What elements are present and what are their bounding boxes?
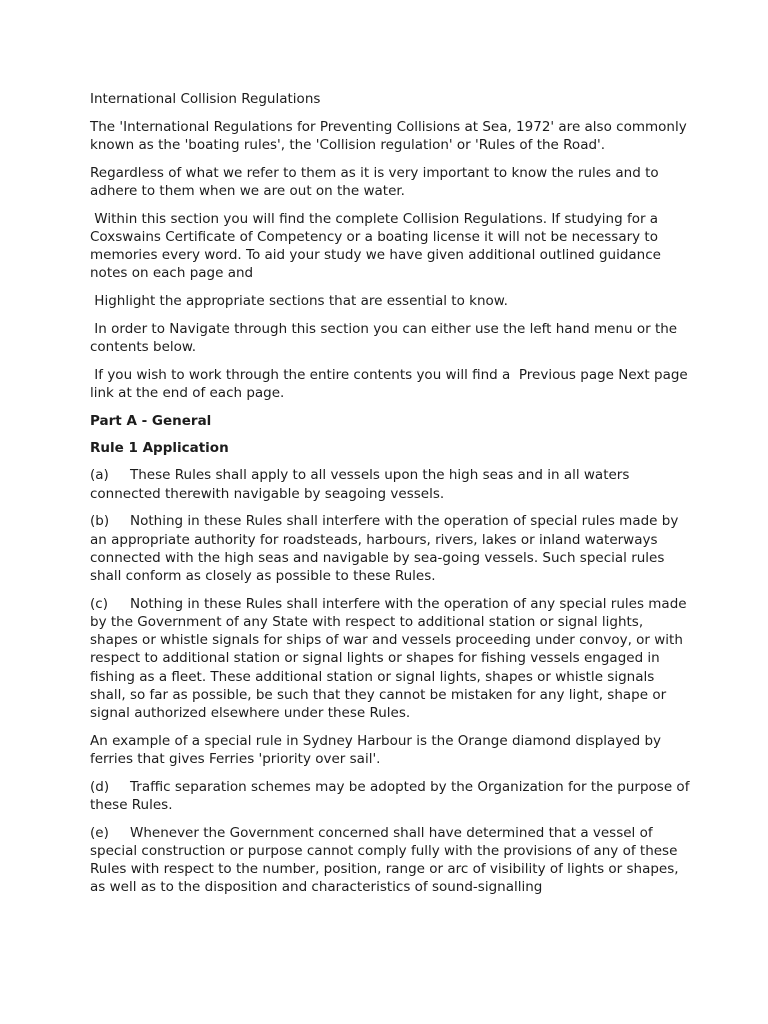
document-page	[90, 90, 697, 906]
part-heading: Part A - General	[90, 413, 212, 429]
rule-heading: Rule 1 Application	[90, 440, 229, 457]
rule-item-label: (d)	[90, 778, 110, 795]
rule-item	[90, 512, 690, 585]
rule-item-text: Nothing in these Rules shall interfere with the operation of any special rules made by the Government of any State with respect to additional station or signal lights, shapes or whistle signals for ships of war and vessels proceeding under convoy, or with respect to additional station or signal lights or shapes for fishing vessels engaged in fishing as a fleet. These additional station or signal lights, shapes or whistle signals shall, so far as possible, be such that they cannot be mistaken for any light, shape or signal authorized elsewhere under these Rules.	[90, 595, 691, 722]
intro-paragraph: If you wish to work through the entire contents you will find a Previous page Next page link at the end of each page.	[90, 367, 697, 402]
rule-item-text: Traffic separation schemes may be adopted by the Organization for the purpose of these Rules.	[90, 778, 694, 814]
document-title: International Collision Regulations	[90, 91, 321, 107]
rule-item-text: These Rules shall apply to all vessels upon the high seas and in all waters connected therewith navigable by seagoing vessels.	[90, 467, 634, 502]
example-note: An example of a special rule in Sydney Harbour is the Orange diamond displayed by ferries that gives Ferries 'priority over sail'.	[90, 732, 666, 768]
intro-paragraph: The 'International Regulations for Preventing Collisions at Sea, 1972' are also commonly known as the 'boating rules', the 'Collision regulation' or 'Rules of the Road'.	[90, 118, 691, 153]
intro-paragraph: Regardless of what we refer to them as it is very important to know the rules and to adhere to them when we are out on the water.	[90, 164, 663, 199]
rule-item-label: (b)	[90, 513, 110, 530]
rule-item	[90, 595, 690, 722]
rule-item	[90, 824, 690, 897]
rule-item-text: Nothing in these Rules shall interfere with the operation of special rules made by an appropriate authority for roadsteads, harbours, rivers, lakes or inland waterways connected with the high seas and navigable by sea-going vessels. Such special rules shall conform as closely as possible to these Rules.	[90, 513, 683, 585]
rule-item-label: (a)	[90, 467, 109, 484]
rule-item	[90, 466, 690, 502]
rule-item-text: Whenever the Government concerned shall have determined that a vessel of special construction or purpose cannot comply fully with the provisions of any of these Rules with respect to the number, position, range or arc of visibility of lights or shapes, as well as to the disposition and characteristics of sound-signalling	[90, 824, 683, 896]
rule-item-label: (e)	[90, 824, 109, 841]
rule-item-label: (c)	[90, 595, 108, 612]
intro-paragraph: In order to Navigate through this section you can either use the left hand menu or the contents below.	[90, 321, 682, 356]
intro-paragraph: Highlight the appropriate sections that are essential to know.	[90, 293, 508, 310]
rule-item	[90, 778, 694, 814]
intro-paragraph: Within this section you will find the complete Collision Regulations. If studying for a Coxswains Certificate of Competency or a boating license it will not be necessary to memories every word. To aid your study we have given additional outlined guidance notes on each page and	[90, 210, 666, 282]
